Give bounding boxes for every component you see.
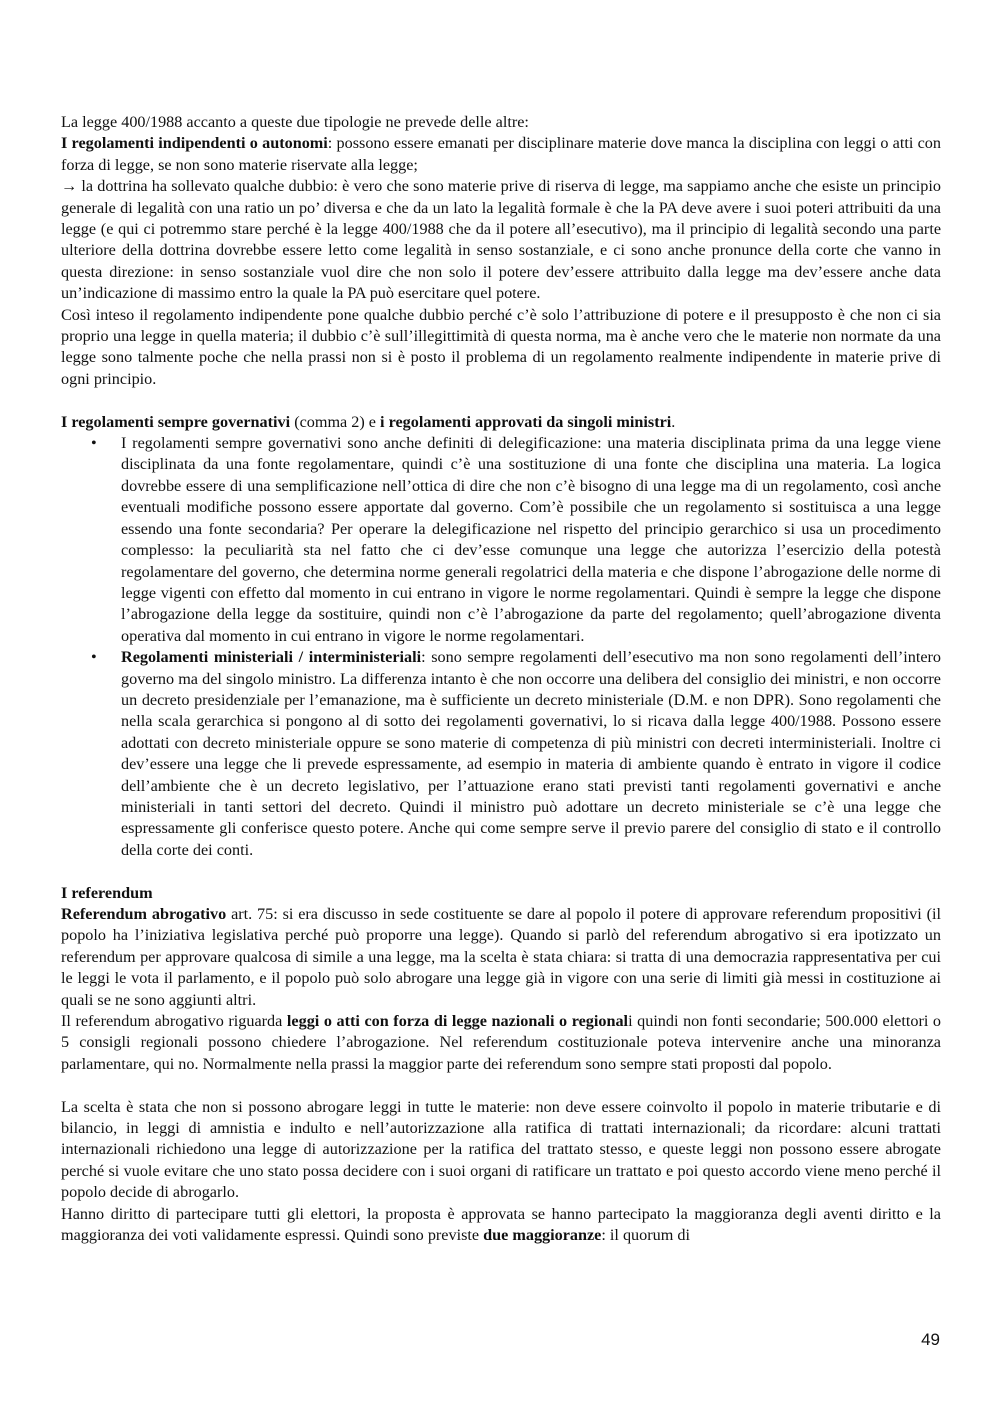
referendum-majorities-paragraph: Hanno diritto di partecipare tutti gli elettori, la proposta è approvata se hanno partecipato la maggioranza degli aventi diritto e la maggioranza dei voti validamente espressi. Quindi sono previste due maggioranze: il quorum di <box>61 1204 941 1245</box>
referendum-scope-paragraph: Il referendum abrogativo riguarda leggi o atti con forza di legge nazionali o regionali quindi non fonti secondarie; 500.000 elettori o 5 consigli regionali possono chiedere l’abrogazione. Nel referendum costituzionale poteva intervenire anche una minoranza parlamentare, qui no. Normalmente nella prassi la maggior parte dei referendum sono sempre stati proposti dal popolo. <box>61 1012 942 1073</box>
page-number: 49 <box>921 1330 940 1349</box>
intro-paragraph: La legge 400/1988 accanto a queste due tipologie ne prevede delle altre: <box>61 113 529 131</box>
bullet-icon: • <box>91 434 97 453</box>
regulations-bullet-list <box>61 433 941 861</box>
independent-regulations-term: I regolamenti indipendenti o autonomi <box>61 134 328 153</box>
abrogative-referendum-paragraph: Referendum abrogativo art. 75: si era discusso in sede costituente se dare al popolo il potere di approvare referendum propositivi (il popolo ha l’iniziativa legislativa perché può proporre una legge). Quando si parlò del referendum abrogativo si era ipotizzato un referendum per approvare qualcosa di simile a una legge, ma la scelta è stata chiara: si tratta di una democrazia rappresentativa per cui le leggi le vota il parlamento, e il popolo può solo abrogare una legge già in vigore con una serie di limiti già messi in costituzione ai quali se ne sono aggiunti altri. <box>61 905 941 1009</box>
arrow-icon: → <box>61 177 78 196</box>
governmental-regulations-heading: I regolamenti sempre governativi (comma 2) e i regolamenti approvati da singoli ministri. <box>61 412 676 431</box>
referendum-heading: I referendum <box>61 883 153 902</box>
referendum-limits-paragraph: La scelta è stata che non si possono abrogare leggi in tutte le materie: non deve essere coinvolto il popolo in materie tributarie e di bilancio, in leggi di amnistia e indulto e nell’autorizzazione alla ratifica di trattati internazionali; da ricordare: alcuni trattati internazionali richiedono una legge di autorizzazione per la ratifica del trattato stesso, e queste leggi non possono essere abrogate perché si vuole evitare che uno stato possa decidere con i suoi organi di ratificare un trattato e poi questo accordo viene meno perché il popolo decide di abrogarlo. <box>61 1097 941 1202</box>
doctrine-doubt-paragraph: → la dottrina ha sollevato qualche dubbio: è vero che sono materie prive di riserva di legge, ma sappiamo anche che esiste un principio generale di legalità con una ratio un po’ diversa e che da un lato la legalità formale è che la PA deve avere i suoi poteri attribuiti da una legge (e qui ci potremmo stare perché è la legge 400/1988 che da il potere all’esecutivo), ma il principio di legalità secondo una parte ulteriore della dottrina dovrebbe essere letto come legalità in senso sostanziale, e ci sono anche pronunce della corte che vanno in questa direzione: in senso sostanziale vuol dire che non solo il potere dev’essere attribuito dalla legge ma dev’essere anche data un’indicazione di massimo entro la quale la PA può esercitare quel potere. <box>61 177 941 303</box>
independent-regulation-note-paragraph: Così inteso il regolamento indipendente pone qualche dubbio perché c’è solo l’attribuzione di potere e il presupposto è che non ci sia proprio una legge in quella materia; il dubbio c’è sull’illegittimità di questa norma, ma è anche vero che le materie non normate da una legge sono talmente poche che nella prassi non si è posto il problema di un regolamento realmente indipendente in materie prive di ogni principio. <box>61 305 941 388</box>
list-item: • Regolamenti ministeriali / interministeriali: sono sempre regolamenti dell’esecutivo ma non sono regolamenti dell’intero governo ma del singolo ministro. La differenza intanto è che non occorre una delibera del consiglio dei ministri, e non occorre un decreto presidenziale per l’emanazione, ma è sufficiente un decreto ministeriale (D.M. e non DPR). Sono regolamenti che nella scala gerarchica si pongono al di sotto dei regolamenti governativi, lo si ricava dalla legge 400/1988. Possono essere adottati con decreto ministeriale oppure se sono materie di competenza di più ministri con decreti interministeriali. Inoltre ci dev’essere una legge che li prevede espressamente, ad esempio in materia di ambiente quando è entrato in vigore il codice dell’ambiente che è un decreto legislativo, per l’attuazione erano stati previsti tanti regolamenti governativi e anche ministeriali in tanti settori del decreto. Quindi il ministro può adottare un decreto ministeriale se c’è una legge che espressamente gli conferisce questo potere. Anche qui come sempre serve il previo parere del consiglio di stato e il controllo della corte dei conti. <box>91 648 941 859</box>
bullet-icon: • <box>91 648 97 667</box>
independent-regulations-paragraph: I regolamenti indipendenti o autonomi: possono essere emanati per disciplinare materie dove manca la disciplina con leggi o atti con forza di legge, se non sono materie riservate alla legge; <box>61 134 941 174</box>
list-item: • I regolamenti sempre governativi sono anche definiti di delegificazione: una materia disciplinata prima da una legge viene disciplinata da una fonte regolamentare, quindi c’è una sostituzione di una fonte che disciplina una materia. La logica dovrebbe essere di una semplificazione nell’ottica di dire che non c’è bisogno di una legge ma di un regolamento, così anche eventuali modifiche possono essere apportate dal governo. Com’è possibile che un regolamento si sostituisca a una legge essendo una fonte secondaria? Per operare la delegificazione nel rispetto del principio gerarchico si usa un procedimento complesso: la peculiarità sta nel fatto che ci dev’esse comunque una legge che autorizza l’esercizio della potestà regolamentare del governo, che determina norme generali regolatrici della materia e che dispone l’abrogazione delle norme di legge vigenti con effetto dal momento in cui entrano in vigore le norme regolamentari. Quindi è sempre la legge che dispone l’abrogazione della legge da sostituire, quindi non c’è l’abrogazione da parte del regolamento; quell’abrogazione diventa operativa dal momento in cui entrano in vigore le norme regolamentari. <box>91 434 941 645</box>
document-page <box>61 112 941 1246</box>
